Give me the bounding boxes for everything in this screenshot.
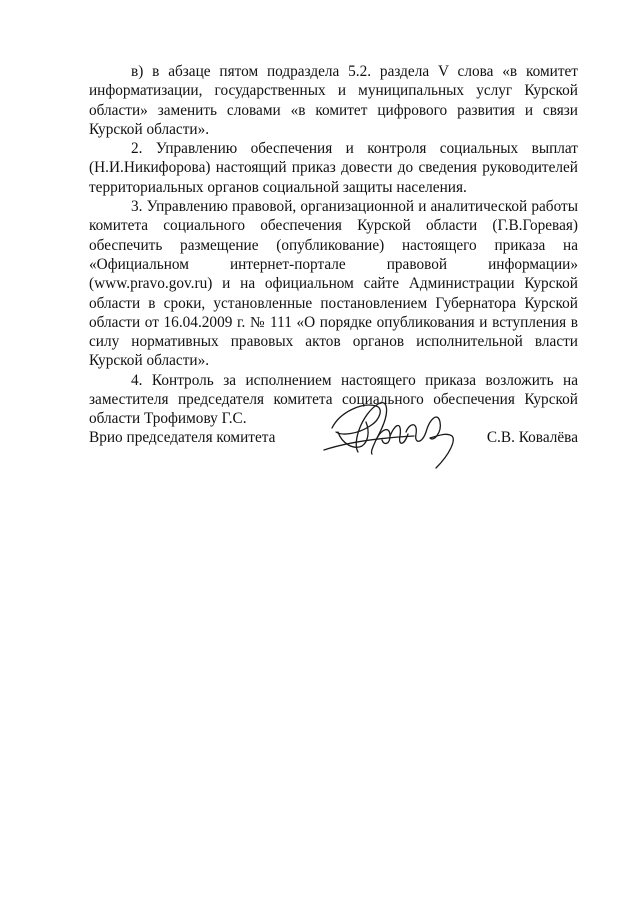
signatory-name: С.В. Ковалёва <box>486 429 578 446</box>
document-body <box>89 62 578 429</box>
paragraph-item-2: 2. Управлению обеспечения и контроля социальных выплат (Н.И.Никифорова) настоящий приказ довести до сведения руководителей территориальных органов социальной защиты населения. <box>89 140 578 196</box>
paragraph-item-4: 4. Контроль за исполнением настоящего приказа возложить на заместителя председателя комитета социального обеспечения Курской области Трофимову Г.С. <box>89 371 578 428</box>
paragraph-item-3: 3. Управлению правовой, организационной и аналитической работы комитета социального обеспечения Курской области (Г.В.Горевая) обеспечить размещение (опубликование) настоящего приказа на «Официальном интернет-портале правовой информации» (www.pravo.gov.ru) и на официальном сайте Администрации Курской области в сроки, установленные постановлением Губернатора Курской области от 16.04.2009 г. № 111 «О порядке опубликования и вступления в силу нормативных правовых актов органов исполнительной власти Курской области». <box>89 198 578 370</box>
signatory-position: Врио председателя комитета <box>89 429 276 446</box>
paragraph-item-v: в) в абзаце пятом подраздела 5.2. раздела V слова «в комитет информатизации, государственных и муниципальных услуг Курской области» заменить словами «в комитет цифрового развития и связи Курской области». <box>89 63 578 138</box>
handwritten-signature-icon <box>318 392 478 482</box>
